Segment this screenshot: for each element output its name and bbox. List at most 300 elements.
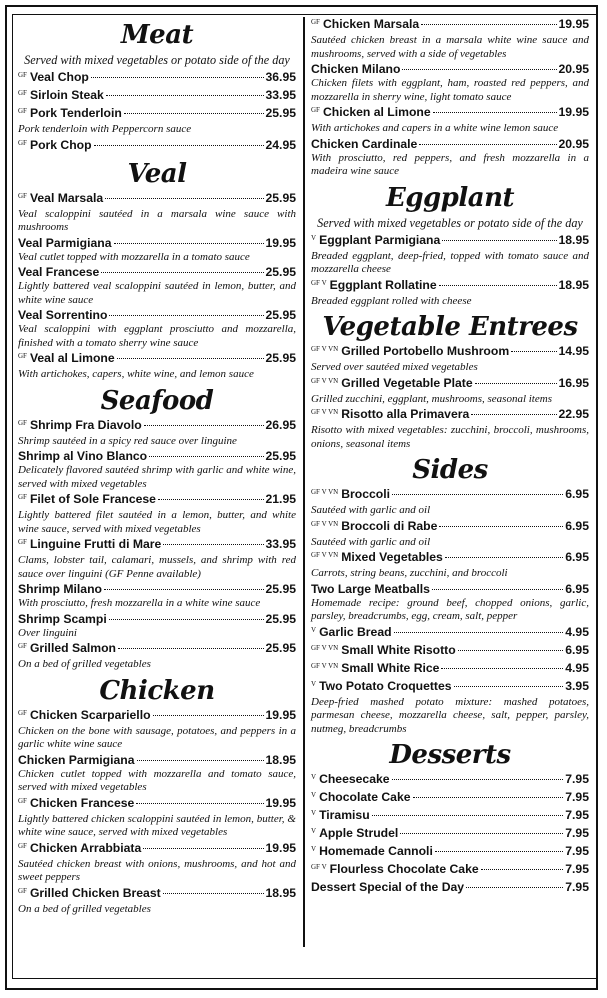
- menu-item-price: 6.95: [565, 642, 589, 657]
- menu-item: [18, 708, 296, 752]
- menu-item: [311, 519, 589, 550]
- dietary-tags: GF V VN: [311, 408, 339, 416]
- dietary-tags: GF: [18, 796, 27, 805]
- dietary-tags: GF: [18, 191, 27, 200]
- menu-item-description: On a bed of grilled vegetables: [18, 902, 151, 915]
- dot-leader: [454, 686, 564, 687]
- menu-item-line: [18, 796, 296, 813]
- dietary-tags: GF: [18, 352, 27, 360]
- menu-item-name: Linguine Frutti di Mare: [29, 537, 162, 551]
- menu-item-line: [311, 582, 589, 597]
- menu-item-price: 3.95: [565, 678, 589, 693]
- dietary-tags: GF: [18, 493, 27, 501]
- menu-item-price: 25.95: [265, 190, 296, 205]
- menu-item-price: 6.95: [565, 518, 589, 533]
- menu-item-name: Pork Tenderloin: [29, 106, 122, 120]
- dot-leader: [419, 144, 556, 145]
- menu-item-name: Grilled Portobello Mushroom: [341, 344, 510, 358]
- dietary-tags: GF: [311, 18, 320, 26]
- menu-item-line: [18, 753, 296, 768]
- menu-item-name: Tiramisu: [319, 808, 370, 822]
- menu-item-name: Broccoli: [341, 487, 390, 501]
- menu-section-meat: [18, 20, 296, 155]
- menu-item-price: 25.95: [265, 106, 296, 120]
- menu-item: [18, 236, 296, 265]
- dietary-tags: GF: [18, 841, 27, 850]
- menu-item-line: [311, 643, 589, 660]
- menu-item: [311, 880, 589, 895]
- menu-item-name: Two Large Meatballs: [311, 581, 430, 596]
- menu-item: [18, 886, 296, 917]
- menu-item-name: Garlic Bread: [319, 624, 392, 639]
- dietary-tags: V: [311, 625, 317, 634]
- menu-item: [18, 641, 296, 672]
- dot-leader: [163, 544, 263, 545]
- menu-item: [311, 344, 589, 375]
- menu-item: [311, 862, 589, 879]
- dot-leader: [400, 833, 563, 834]
- menu-item-line: [18, 106, 296, 123]
- dot-leader: [114, 243, 264, 244]
- dot-leader: [153, 715, 264, 716]
- dietary-tags: GF V VN: [311, 376, 339, 385]
- menu-item-line: [311, 376, 589, 393]
- dot-leader: [158, 499, 264, 500]
- menu-item-description: Delicately flavored sautéed shrimp with garlic and white wine, served with mixed vegetables: [18, 464, 296, 490]
- dietary-tags: GF V VN: [311, 551, 339, 559]
- menu-item: [18, 753, 296, 795]
- menu-item-description: Grilled zucchini, eggplant, mushrooms, seasonal items: [311, 392, 552, 405]
- menu-item-price: 7.95: [565, 772, 589, 786]
- menu-item: [311, 487, 589, 518]
- menu-item-description: Sautéed chicken breast with onions, mushrooms, and hot and sweet peppers: [18, 857, 296, 883]
- menu-item-price: 6.95: [565, 581, 589, 596]
- menu-item: [311, 105, 589, 136]
- menu-section-vegetable-entrees: [311, 312, 589, 451]
- menu-item-description: Sautéed with garlic and oil: [311, 504, 431, 516]
- menu-item-price: 7.95: [565, 826, 589, 840]
- section-note: Served with mixed vegetables or potato side of the day: [317, 215, 583, 230]
- menu-item-description: Shrimp sautéed in a spicy red sauce over linguine: [18, 434, 237, 447]
- menu-item-line: [311, 625, 589, 642]
- dot-leader: [101, 272, 263, 273]
- dot-leader: [118, 648, 264, 649]
- menu-item-line: [18, 138, 296, 155]
- menu-item: [311, 661, 589, 678]
- dot-leader: [439, 526, 563, 527]
- menu-item: [311, 643, 589, 660]
- menu-item-line: [18, 537, 296, 554]
- menu-item-description: Veal scaloppini with eggplant prosciutto and mozzarella, finished with a tomato sherry wine sauce: [18, 323, 296, 349]
- menu-item-description: Clams, lobster tail, calamari, mussels, and shrimp with red sauce over linguini (GF Penne available): [18, 554, 296, 580]
- menu-item-name: Shrimp Fra Diavolo: [29, 417, 142, 432]
- menu-item-price: 26.95: [265, 417, 296, 432]
- dietary-tags: V: [311, 791, 317, 799]
- menu-item-line: [18, 449, 296, 464]
- menu-item-price: 20.95: [558, 136, 589, 151]
- dot-leader: [372, 815, 564, 816]
- menu-item-name: Filet of Sole Francese: [29, 492, 156, 506]
- menu-item-price: 25.95: [265, 308, 296, 322]
- section-title: Seafood: [100, 385, 214, 416]
- dietary-tags: V: [311, 679, 317, 688]
- menu-item-line: [311, 826, 589, 843]
- dietary-tags: GF V VN: [311, 345, 339, 353]
- menu-item-line: [18, 641, 296, 658]
- menu-item-price: 25.95: [265, 351, 296, 365]
- menu-item-name: Small White Risotto: [341, 642, 456, 657]
- menu-item-price: 7.95: [565, 844, 589, 858]
- menu-item: [311, 844, 589, 861]
- menu-item-price: 18.95: [265, 885, 296, 900]
- dietary-tags: V: [311, 845, 317, 853]
- dietary-tags: GF V: [311, 278, 327, 287]
- menu-item-price: 6.95: [565, 487, 589, 501]
- menu-item-name: Broccoli di Rabe: [341, 518, 438, 533]
- section-title: Meat: [120, 20, 194, 50]
- menu-item-description: Breaded eggplant, deep-fried, topped with tomato sauce and mozzarella cheese: [311, 249, 589, 275]
- menu-item-name: Veal al Limone: [29, 351, 115, 365]
- menu-item-line: [311, 772, 589, 789]
- dietary-tags: V: [311, 827, 317, 835]
- dietary-tags: GF V VN: [311, 519, 339, 528]
- menu-item-name: Risotto alla Primavera: [341, 407, 470, 421]
- menu-item-description: Risotto with mixed vegetables: zucchini, broccoli, mushrooms, onions, seasonal items: [311, 424, 589, 450]
- menu-item: [18, 449, 296, 491]
- menu-item: [18, 351, 296, 382]
- menu-item-price: 25.95: [265, 449, 296, 463]
- section-title: Sides: [412, 455, 488, 485]
- menu-item-description: Veal cutlet topped with mozzarella in a tomato sauce: [18, 250, 250, 263]
- menu-item-line: [311, 233, 589, 250]
- dietary-tags: GF: [18, 708, 27, 717]
- menu-item-name: Veal Francese: [18, 265, 100, 279]
- dietary-tags: GF: [18, 107, 27, 115]
- dot-leader: [481, 869, 564, 870]
- menu-item-price: 7.95: [565, 862, 589, 876]
- menu-item-name: Pork Chop: [29, 137, 92, 152]
- menu-item-description: On a bed of grilled vegetables: [18, 658, 151, 670]
- dot-leader: [109, 619, 264, 620]
- menu-item-name: Shrimp Scampi: [18, 611, 107, 626]
- menu-item-name: Cheesecake: [319, 772, 390, 786]
- menu-item-price: 25.95: [265, 641, 296, 655]
- dietary-tags: V: [311, 773, 317, 781]
- menu-item: [311, 826, 589, 843]
- menu-item-name: Sirloin Steak: [29, 88, 104, 102]
- menu-section-seafood: [18, 386, 296, 672]
- dietary-tags: GF: [18, 71, 27, 79]
- dot-leader: [149, 456, 263, 457]
- menu-item-name: Grilled Chicken Breast: [29, 885, 161, 900]
- dietary-tags: GF: [311, 106, 320, 114]
- menu-item-line: [18, 70, 296, 87]
- menu-item-description: Lightly battered filet sautéed in a lemon, butter, and white wine sauce, served with mixed vegetables: [18, 509, 296, 535]
- dietary-tags: GF V VN: [311, 488, 339, 496]
- menu-item-line: [311, 519, 589, 536]
- menu-item-line: [18, 191, 296, 208]
- dietary-tags: GF V: [311, 863, 327, 871]
- menu-item-price: 7.95: [565, 880, 589, 894]
- dot-leader: [471, 414, 556, 415]
- menu-item: [18, 612, 296, 641]
- dot-leader: [163, 893, 264, 894]
- dot-leader: [421, 24, 556, 25]
- menu-item-price: 6.95: [565, 550, 589, 564]
- menu-item-name: Grilled Vegetable Plate: [341, 375, 473, 390]
- menu-item: [311, 625, 589, 642]
- menu-item: [18, 70, 296, 87]
- dot-leader: [441, 668, 563, 669]
- menu-item-price: 21.95: [265, 492, 296, 506]
- menu-item-line: [18, 308, 296, 323]
- menu-item-price: 19.95: [265, 707, 296, 722]
- menu-item-line: [311, 137, 589, 152]
- menu-item-line: [18, 418, 296, 435]
- menu-item-name: Chicken Arrabbiata: [29, 840, 142, 855]
- menu-item-name: Chicken Marsala: [322, 17, 420, 31]
- menu-item-line: [18, 351, 296, 368]
- menu-item: [18, 841, 296, 885]
- menu-section-sides: [311, 455, 589, 736]
- menu-item: [311, 17, 589, 61]
- section-title: Vegetable Entrees: [322, 312, 578, 342]
- section-title: Veal: [127, 158, 187, 189]
- dot-leader: [433, 112, 557, 113]
- menu-item-description: Deep-fried mashed potato mixture: mashed potatoes, parmesan cheese, mozzarella cheese, salt, pepper, parsley, nutmeg, breadcrumbs: [311, 695, 589, 735]
- menu-item: [18, 191, 296, 235]
- dietary-tags: V: [311, 233, 317, 242]
- menu-item-price: 18.95: [558, 277, 589, 292]
- menu-item-name: Homemade Cannoli: [319, 844, 433, 858]
- menu-item-line: [18, 582, 296, 597]
- menu-item-name: Chicken Scarpariello: [29, 707, 151, 722]
- menu-item-price: 16.95: [558, 375, 589, 390]
- dietary-tags: V: [311, 809, 317, 817]
- menu-item-name: Grilled Salmon: [29, 641, 116, 655]
- menu-item-description: Sautéed with garlic and oil: [311, 535, 431, 548]
- menu-item-line: [18, 886, 296, 903]
- dot-leader: [435, 851, 563, 852]
- menu-item-price: 25.95: [265, 265, 296, 279]
- menu-item-line: [18, 492, 296, 509]
- menu-item-line: [311, 790, 589, 807]
- menu-item: [311, 679, 589, 737]
- dot-leader: [117, 358, 264, 359]
- menu-item-line: [311, 844, 589, 861]
- dot-leader: [105, 198, 263, 199]
- menu-item-name: Chicken Cardinale: [311, 136, 418, 151]
- section-note: Served with mixed vegetables or potato side of the day: [24, 53, 290, 67]
- menu-item: [311, 376, 589, 407]
- menu-item-description: With prosciutto, fresh mozzarella in a white wine sauce: [18, 597, 261, 609]
- dot-leader: [94, 145, 264, 146]
- menu-item-line: [311, 407, 589, 424]
- menu-item-line: [311, 62, 589, 77]
- menu-item-price: 33.95: [265, 88, 296, 102]
- menu-item-line: [311, 862, 589, 879]
- dot-leader: [445, 557, 563, 558]
- menu-item-name: Chocolate Cake: [319, 790, 411, 804]
- menu-item-price: 25.95: [265, 611, 296, 626]
- dot-leader: [144, 425, 264, 426]
- menu-item-description: With prosciutto, red peppers, and fresh mozzarella in a madeira wine sauce: [311, 151, 589, 177]
- dot-leader: [511, 351, 556, 352]
- menu-item-name: Veal Parmigiana: [18, 235, 112, 250]
- dot-leader: [143, 848, 263, 849]
- menu-item-line: [311, 278, 589, 295]
- menu-item-line: [18, 236, 296, 251]
- menu-item-price: 25.95: [265, 582, 296, 596]
- dietary-tags: GF V VN: [311, 661, 339, 670]
- menu-item: [311, 233, 589, 277]
- menu-section-continued: [311, 17, 589, 179]
- menu-item-name: Veal Marsala: [29, 190, 104, 205]
- menu-item-price: 19.95: [558, 17, 589, 31]
- menu-item-name: Eggplant Parmigiana: [319, 232, 441, 247]
- menu-item-name: Chicken al Limone: [322, 105, 431, 119]
- menu-item: [18, 492, 296, 536]
- dot-leader: [442, 240, 556, 241]
- dot-leader: [91, 77, 264, 78]
- menu-item-price: 7.95: [565, 808, 589, 822]
- menu-item-name: Chicken Milano: [311, 62, 401, 76]
- menu-item-line: [18, 612, 296, 627]
- menu-item: [18, 106, 296, 137]
- dot-leader: [402, 69, 556, 70]
- dietary-tags: GF: [18, 642, 27, 650]
- menu-item-price: 19.95: [265, 795, 296, 810]
- menu-item: [311, 790, 589, 807]
- menu-item-name: Chicken Francese: [29, 795, 135, 810]
- menu-item: [18, 537, 296, 581]
- dot-leader: [109, 315, 263, 316]
- menu-item: [311, 772, 589, 789]
- menu-section-chicken: [18, 676, 296, 917]
- menu-item: [18, 796, 296, 840]
- menu-item-description: Chicken cutlet topped with mozzarella and tomato sauce, served with mixed vegetables: [18, 767, 296, 793]
- menu-item-name: Two Potato Croquettes: [319, 678, 452, 693]
- dietary-tags: GF V VN: [311, 643, 339, 652]
- menu-item-name: Chicken Parmigiana: [18, 752, 135, 767]
- dot-leader: [124, 113, 264, 114]
- menu-item-description: With artichokes, capers, white wine, and lemon sauce: [18, 368, 254, 380]
- menu-item-description: Lightly battered chicken scaloppini sautéed in lemon, butter, & white wine sauce, served with mixed vegetables: [18, 812, 296, 838]
- menu-item-description: Lightly battered veal scaloppini sautéed in lemon, butter, and white wine sauce: [18, 280, 296, 306]
- menu-item: [311, 407, 589, 451]
- menu-item-price: 19.95: [558, 105, 589, 119]
- dietary-tags: GF: [18, 538, 27, 546]
- menu-item-line: [311, 487, 589, 504]
- menu-item-description: Veal scaloppini sautéed in a marsala wine sauce with mushrooms: [18, 207, 296, 233]
- menu-item-price: 4.95: [565, 660, 589, 675]
- menu-item-price: 18.95: [558, 232, 589, 247]
- menu-item-price: 20.95: [558, 62, 589, 76]
- menu-item-name: Shrimp Milano: [18, 582, 102, 596]
- menu-item-name: Eggplant Rollatine: [329, 277, 437, 292]
- menu-item: [18, 308, 296, 350]
- menu-section-desserts: [311, 740, 589, 895]
- menu-item-line: [18, 841, 296, 858]
- menu-column-right: [311, 16, 589, 895]
- menu-item-price: 22.95: [558, 407, 589, 421]
- menu-item-name: Shrimp al Vino Blanco: [18, 449, 148, 463]
- menu-item-line: [311, 808, 589, 825]
- dot-leader: [104, 589, 264, 590]
- dot-leader: [439, 285, 557, 286]
- menu-item: [18, 418, 296, 449]
- dot-leader: [458, 650, 564, 651]
- menu-item-description: With artichokes and capers in a white wine lemon sauce: [311, 122, 559, 134]
- dietary-tags: GF: [18, 886, 27, 895]
- menu-item-name: Mixed Vegetables: [341, 550, 443, 564]
- menu-item-line: [311, 679, 589, 696]
- menu-item-description: Breaded eggplant rolled with cheese: [311, 294, 472, 307]
- menu-section-eggplant: [311, 183, 589, 309]
- menu-item-line: [311, 344, 589, 361]
- menu-item-description: Served over sautéed mixed vegetables: [311, 361, 478, 373]
- menu-item: [311, 582, 589, 624]
- menu-item-description: Homemade recipe: ground beef, chopped onions, garlic, parsley, breadcrumbs, egg, cream, salt, pepper: [311, 596, 589, 622]
- section-title: Eggplant: [386, 182, 514, 213]
- dot-leader: [392, 779, 564, 780]
- menu-item: [311, 550, 589, 581]
- menu-column-left: [18, 16, 296, 916]
- menu-item: [18, 265, 296, 307]
- dietary-tags: GF: [18, 138, 27, 147]
- menu-section-veal: [18, 159, 296, 382]
- dot-leader: [475, 383, 557, 384]
- menu-item: [311, 62, 589, 104]
- dot-leader: [413, 797, 564, 798]
- menu-item: [311, 278, 589, 309]
- menu-item-price: 24.95: [265, 137, 296, 152]
- menu-item-price: 18.95: [265, 752, 296, 767]
- menu-item-line: [311, 105, 589, 122]
- menu-item: [311, 137, 589, 179]
- menu-item: [18, 88, 296, 105]
- dot-leader: [392, 494, 563, 495]
- menu-item-name: Veal Sorrentino: [18, 308, 108, 322]
- menu-item-price: 7.95: [565, 790, 589, 804]
- column-divider: [303, 17, 305, 947]
- menu-item-price: 14.95: [558, 344, 589, 358]
- section-title: Chicken: [99, 675, 215, 706]
- menu-item-name: Apple Strudel: [319, 826, 399, 840]
- dot-leader: [432, 589, 563, 590]
- menu-item-price: 36.95: [265, 70, 296, 84]
- menu-item-price: 33.95: [265, 537, 296, 551]
- menu-item-line: [18, 88, 296, 105]
- menu-item-line: [311, 661, 589, 678]
- menu-item-price: 19.95: [265, 235, 296, 250]
- menu-item: [18, 582, 296, 611]
- menu-item: [311, 808, 589, 825]
- menu-item-line: [18, 265, 296, 280]
- menu-item: [18, 138, 296, 155]
- menu-item-price: 4.95: [565, 624, 589, 639]
- menu-item-description: Carrots, string beans, zucchini, and broccoli: [311, 567, 508, 579]
- menu-item-description: Over linguini: [18, 626, 77, 639]
- menu-item-name: Veal Chop: [29, 70, 89, 84]
- menu-item-description: Pork tenderloin with Peppercorn sauce: [18, 123, 192, 135]
- dot-leader: [137, 760, 264, 761]
- menu-item-line: [18, 708, 296, 725]
- dot-leader: [136, 803, 263, 804]
- dietary-tags: GF: [18, 89, 27, 97]
- dot-leader: [394, 632, 564, 633]
- menu-item-name: Small White Rice: [341, 660, 440, 675]
